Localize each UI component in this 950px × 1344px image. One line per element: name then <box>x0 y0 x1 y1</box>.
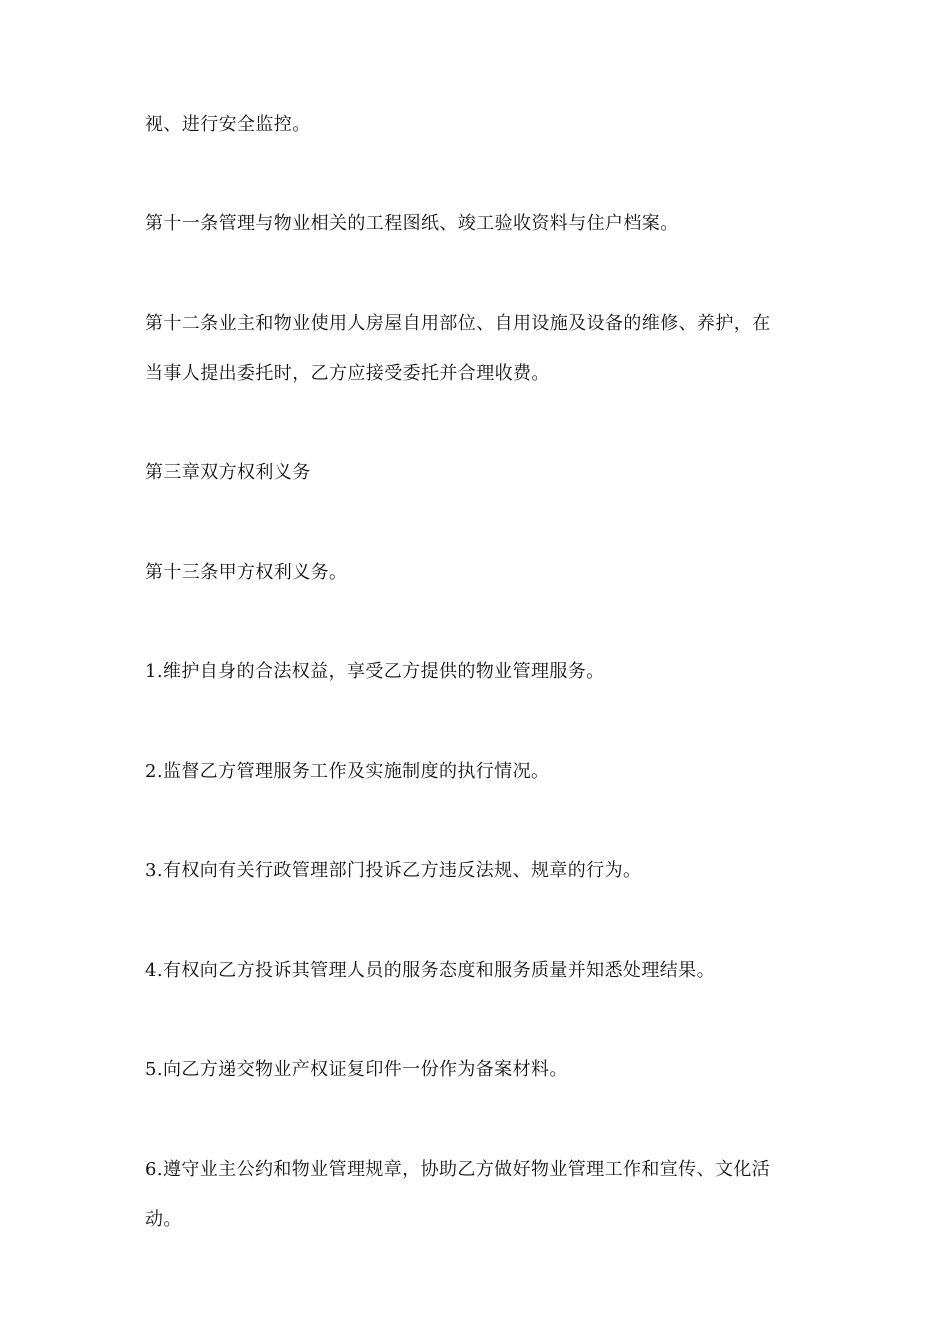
list-item-1: 1.维护自身的合法权益，享受乙方提供的物业管理服务。 <box>145 661 605 682</box>
text-line-continuation: 视、进行安全监控。 <box>145 114 311 135</box>
chapter-heading: 第三章双方权利义务 <box>145 462 311 483</box>
list-item-6: 6.遵守业主公约和物业管理规章，协助乙方做好物业管理工作和宣传、文化活 <box>145 1159 771 1180</box>
list-item-3: 3.有权向有关行政管理部门投诉乙方违反法规、规章的行为。 <box>145 860 642 881</box>
list-item-5: 5.向乙方递交物业产权证复印件一份作为备案材料。 <box>145 1059 568 1080</box>
list-item-2: 2.监督乙方管理服务工作及实施制度的执行情况。 <box>145 761 550 782</box>
text-line-article-12-cont: 当事人提出委托时，乙方应接受委托并合理收费。 <box>145 363 550 384</box>
list-item-4: 4.有权向乙方投诉其管理人员的服务态度和服务质量并知悉处理结果。 <box>145 960 715 981</box>
list-item-6-cont: 动。 <box>145 1209 182 1230</box>
text-line-article-13: 第十三条甲方权利义务。 <box>145 562 348 583</box>
text-line-article-12: 第十二条业主和物业使用人房屋自用部位、自用设施及设备的维修、养护，在 <box>145 313 771 334</box>
text-line-article-11: 第十一条管理与物业相关的工程图纸、竣工验收资料与住户档案。 <box>145 213 679 234</box>
